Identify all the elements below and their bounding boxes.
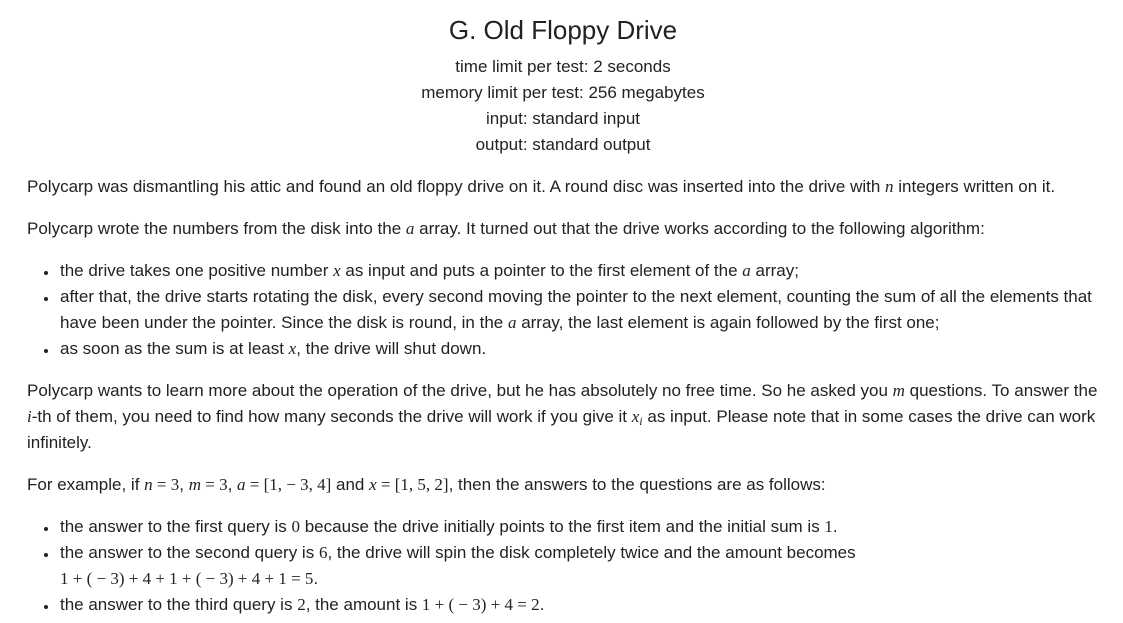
math-var: a [742, 261, 751, 280]
list-item [58, 540, 1099, 592]
math-var: m [892, 381, 905, 400]
text-run: the answer to the second query is [60, 543, 319, 562]
math-subscript: i [639, 414, 643, 428]
text-run: as input and puts a pointer to the first element of the [340, 261, 743, 280]
text-run: , the drive will spin the disk completely twice and the amount becomes [327, 543, 856, 562]
list-item [58, 592, 1099, 618]
paragraph [27, 216, 1099, 242]
text-run: after that, the drive starts rotating the disk, every second moving the pointer to the next element, counting the sum of all the elements that have been under the pointer. Since the disk is round, in the [60, 287, 1092, 332]
math-var: x [369, 475, 377, 494]
math-run: = [1, 5, 2] [376, 475, 449, 494]
text-run: and [331, 475, 370, 494]
text-run: as soon as the sum is at least [60, 339, 289, 358]
text-run: as input. Please note that in some cases the drive can work infinitely. [27, 407, 1096, 452]
text-run: . [832, 517, 838, 536]
text-run: , then the answers to the questions are as follows: [448, 475, 826, 494]
output-spec: output: standard output [475, 135, 651, 154]
text-run: Polycarp was dismantling his attic and found an old floppy drive on it. A round disc was inserted into the drive with [27, 177, 886, 196]
math-run: 1 [824, 517, 833, 536]
time-limit: time limit per test: 2 seconds [455, 57, 671, 76]
math-run: = [1, − 3, 4] [245, 475, 332, 494]
text-run: array, the last element is again followed by the first one; [516, 313, 940, 332]
text-run: , [227, 475, 238, 494]
text-run: , [179, 475, 189, 494]
problem-limits [27, 54, 1099, 158]
list-item [58, 514, 1099, 540]
text-run: Polycarp wrote the numbers from the disk into the [27, 219, 406, 238]
text-run: because the drive initially points to the first item and the initial sum is [300, 517, 825, 536]
text-run: , the amount is [305, 595, 422, 614]
paragraph [27, 174, 1099, 200]
text-run: the answer to the third query is [60, 595, 298, 614]
math-run: 2 [297, 595, 306, 614]
memory-limit: memory limit per test: 256 megabytes [421, 83, 705, 102]
text-run: , the drive will shut down. [296, 339, 487, 358]
math-var: n [144, 475, 153, 494]
math-var: a [237, 475, 246, 494]
text-run: For example, if [27, 475, 145, 494]
input-spec: input: standard input [485, 109, 641, 128]
math-run: 6 [318, 543, 328, 562]
math-run: 0 [291, 517, 300, 536]
text-run: . [539, 595, 545, 614]
math-run: 1 + ( − 3) + 4 + 1 + ( − 3) + 4 + 1 = 5 [60, 569, 314, 588]
math-run: 1 + ( − 3) + 4 = 2 [421, 595, 540, 614]
math-var: m [188, 475, 201, 494]
text-run: Polycarp wants to learn more about the operation of the drive, but he has absolutely no free time. So he asked you [27, 381, 893, 400]
math-var: i [27, 407, 32, 426]
math-run: = 3 [200, 475, 228, 494]
problem-title: G. Old Floppy Drive [448, 15, 678, 45]
text-run: array; [750, 261, 799, 280]
text-run: . [313, 569, 319, 588]
paragraph [27, 378, 1099, 456]
text-run: questions. To answer the [904, 381, 1098, 400]
text-run: integers written on it. [893, 177, 1056, 196]
math-var: a [507, 313, 517, 332]
text-run: array. It turned out that the drive works according to the following algorithm: [414, 219, 985, 238]
list-item [58, 284, 1099, 336]
math-var: a [405, 219, 415, 238]
bullet-list [27, 514, 1099, 618]
paragraph [27, 472, 1099, 498]
list-item [58, 336, 1099, 362]
list-item [58, 258, 1099, 284]
math-run: = 3 [152, 475, 180, 494]
problem-statement [27, 174, 1099, 618]
math-var: n [885, 177, 894, 196]
text-run: -th of them, you need to find how many seconds the drive will work if you give it [31, 407, 632, 426]
math-var: x [631, 407, 640, 426]
text-run: the answer to the first query is [60, 517, 292, 536]
math-var: x [288, 339, 297, 358]
text-run: the drive takes one positive number [60, 261, 334, 280]
bullet-list [27, 258, 1099, 362]
math-var: x [333, 261, 341, 280]
